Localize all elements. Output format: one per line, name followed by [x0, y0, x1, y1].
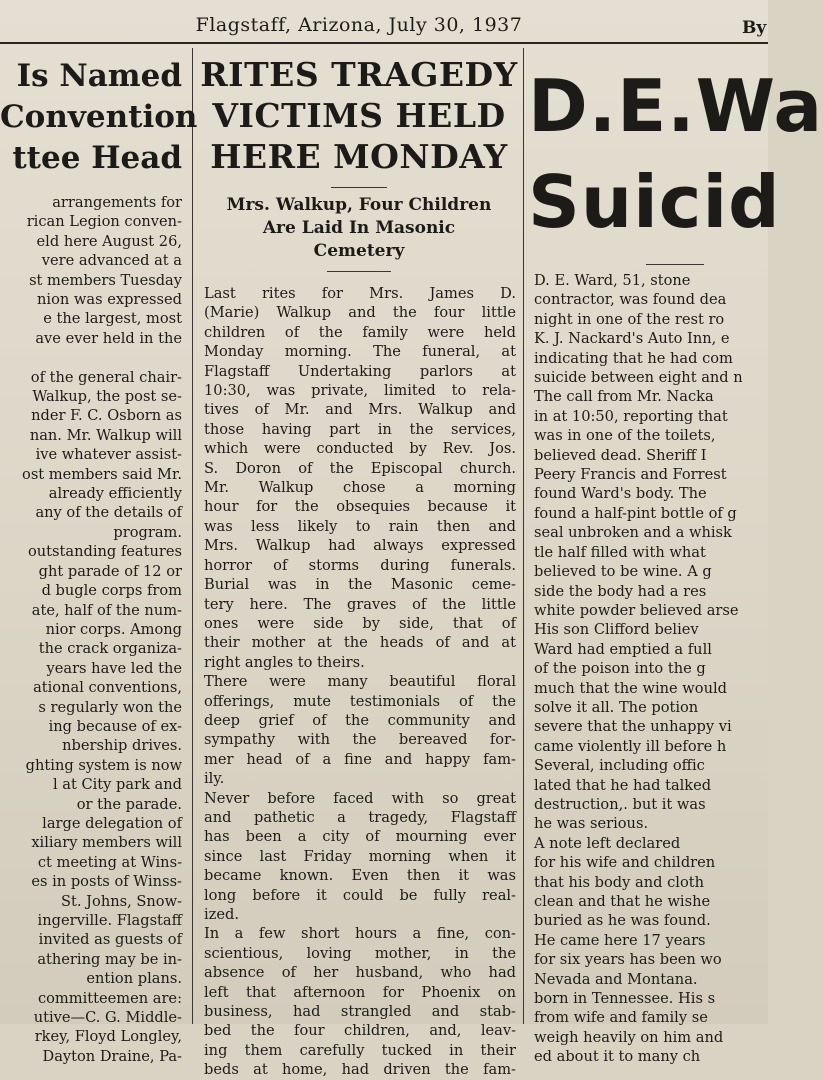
- text-line: ave ever held in the: [35, 329, 182, 347]
- text-line: s regularly won the: [38, 698, 182, 716]
- deck-line: Are Laid In Masonic: [262, 218, 456, 238]
- text-line: tives of Mr. and Mrs. Walkup and: [204, 401, 516, 419]
- text-line: rkey, Floyd Longley,: [34, 1028, 182, 1046]
- text-line: 10:30, was private, limited to rela-: [204, 382, 516, 400]
- text-line: committeemen are:: [37, 989, 182, 1007]
- text-line: left that afternoon for Phoenix on: [204, 983, 516, 1001]
- text-line: outstanding features: [28, 543, 182, 561]
- text-line: any of the details of: [35, 504, 182, 522]
- headline-divider: [646, 264, 704, 265]
- text-line: night in one of the rest ro: [534, 310, 725, 328]
- text-line: side the body had a res: [534, 582, 707, 600]
- dateline: Flagstaff, Arizona, July 30, 1937: [195, 14, 523, 36]
- text-line: children of the family were held: [204, 323, 516, 341]
- text-line: ing because of ex-: [48, 717, 182, 735]
- headline-divider: [331, 187, 387, 188]
- headline-line: Suicid: [528, 160, 781, 244]
- center-article-body: [198, 284, 520, 1080]
- paragraph-gap: [0, 348, 182, 367]
- text-line: from wife and family se: [534, 1009, 708, 1027]
- text-line: contractor, was found dea: [534, 291, 727, 309]
- right-article: [528, 48, 823, 1066]
- deck-line: Cemetery: [313, 241, 405, 261]
- text-line: nbership drives.: [62, 737, 182, 755]
- headline-line: Is Named: [16, 58, 182, 94]
- text-line: Several, including offic: [534, 757, 705, 775]
- headline-line: HERE MONDAY: [210, 137, 508, 176]
- column-rule: [192, 48, 193, 1024]
- text-line: Never before faced with so great: [204, 789, 516, 807]
- masthead: [0, 0, 768, 44]
- text-line: has been a city of mourning ever: [204, 828, 516, 846]
- text-line: ing them carefully tucked in their: [204, 1041, 516, 1059]
- text-line: In a few short hours a fine, con-: [204, 925, 516, 943]
- text-line: believed dead. Sheriff I: [534, 446, 707, 464]
- text-line: was in one of the toilets,: [534, 427, 716, 445]
- text-line: Monday morning. The funeral, at: [204, 343, 516, 361]
- text-line: long before it could be fully real-: [204, 886, 516, 904]
- text-line: nion was expressed: [37, 291, 182, 309]
- text-line: seal unbroken and a whisk: [534, 524, 732, 542]
- left-article-body: [0, 193, 188, 1066]
- text-line: of the general chair-: [30, 368, 182, 386]
- text-line: nder F. C. Osborn as: [31, 407, 182, 425]
- text-line: Dayton Draine, Pa-: [42, 1047, 182, 1065]
- text-line: ate, half of the num-: [31, 601, 182, 619]
- column-rule: [523, 48, 524, 1024]
- text-line: rican Legion conven-: [26, 213, 182, 231]
- text-line: for his wife and children: [534, 854, 716, 872]
- center-article: [198, 48, 520, 1079]
- text-line: ones were side by side, that of: [204, 614, 516, 632]
- text-line: beds at home, had driven the fam-: [204, 1061, 516, 1079]
- text-line: absence of her husband, who had: [204, 964, 516, 982]
- text-line: bed the four children, and, leav-: [204, 1022, 516, 1040]
- text-line: already efficiently: [48, 485, 182, 503]
- text-line: sympathy with the bereaved for-: [204, 731, 516, 749]
- text-line: much that the wine would: [534, 679, 727, 697]
- center-headline: [198, 54, 520, 177]
- text-line: e the largest, most: [43, 310, 182, 328]
- text-line: K. J. Nackard's Auto Inn, e: [534, 330, 730, 348]
- text-line: ed about it to many ch: [534, 1048, 701, 1066]
- text-line: Ward had emptied a full: [534, 640, 712, 658]
- text-line: large delegation of: [42, 814, 182, 832]
- text-line: Mrs. Walkup had always expressed: [204, 537, 516, 555]
- right-article-body: [528, 271, 768, 1067]
- center-deck: [198, 194, 520, 263]
- text-line: Peery Francis and Forrest: [534, 466, 727, 484]
- text-line: weigh heavily on him and: [534, 1028, 724, 1046]
- text-line: arrangements for: [52, 194, 182, 211]
- deck-line: Mrs. Walkup, Four Children: [226, 195, 492, 215]
- text-line: Nevada and Montana.: [534, 970, 698, 988]
- text-line: eld here August 26,: [36, 232, 182, 250]
- headline-line: D.E.Wa: [528, 64, 823, 148]
- text-line: and pathetic a tragedy, Flagstaff: [204, 808, 516, 826]
- text-line: es in posts of Winss-: [31, 873, 182, 891]
- text-line: ghting system is now: [25, 756, 182, 774]
- text-line: tle half filled with what: [534, 543, 706, 561]
- text-line: believed to be wine. A g: [534, 563, 712, 581]
- text-line: Last rites for Mrs. James D.: [204, 285, 516, 302]
- text-line: ive whatever assist-: [35, 446, 182, 464]
- text-line: ention plans.: [86, 970, 182, 988]
- text-line: D. E. Ward, 51, stone: [534, 272, 691, 289]
- text-line: horror of storms during funerals.: [204, 556, 516, 574]
- text-line: in at 10:50, reporting that: [534, 407, 728, 425]
- text-line: was less likely to rain then and: [204, 517, 516, 535]
- text-line: became known. Even then it was: [204, 867, 516, 885]
- text-line: born in Tennessee. His s: [534, 990, 716, 1008]
- text-line: right angles to theirs.: [204, 653, 365, 671]
- text-line: of the poison into the g: [534, 660, 706, 678]
- text-line: ct meeting at Wins-: [37, 853, 182, 871]
- text-line: ght parade of 12 or: [38, 562, 182, 580]
- text-line: Flagstaff Undertaking parlors at: [204, 362, 516, 380]
- text-line: white powder believed arse: [534, 601, 739, 619]
- text-line: tery here. The graves of the little: [204, 595, 516, 613]
- text-line: vere advanced at a: [41, 252, 182, 270]
- text-line: utive—C. G. Middle-: [33, 1009, 182, 1027]
- text-line: solve it all. The potion: [534, 698, 699, 716]
- text-line: offerings, mute testimonials of the: [204, 692, 516, 710]
- headline-line: Convention: [0, 99, 198, 135]
- text-line: ational conventions,: [33, 679, 182, 697]
- deck-divider: [327, 271, 391, 272]
- text-line: deep grief of the community and: [204, 711, 516, 729]
- text-line: lated that he had talked: [534, 776, 712, 794]
- text-line: those having part in the services,: [204, 420, 516, 438]
- text-line: S. Doron of the Episcopal church.: [204, 459, 516, 477]
- text-line: for six years has been wo: [534, 951, 722, 969]
- text-line: xiliary members will: [31, 834, 182, 852]
- text-line: ost members said Mr.: [22, 465, 182, 483]
- text-line: indicating that he had com: [534, 349, 733, 367]
- text-line: destruction,. but it was: [534, 795, 706, 813]
- text-line: He came here 17 years: [534, 931, 706, 949]
- text-line: buried as he was found.: [534, 912, 711, 930]
- text-line: the crack organiza-: [38, 640, 182, 658]
- text-line: since last Friday morning when it: [204, 847, 516, 865]
- text-line: that his body and cloth: [534, 873, 704, 891]
- text-line: mer head of a fine and happy fam-: [204, 750, 516, 768]
- text-line: business, had strangled and stab-: [204, 1003, 516, 1021]
- text-line: their mother at the heads of and at: [204, 634, 516, 652]
- text-line: athering may be in-: [37, 950, 182, 968]
- text-line: l at City park and: [52, 776, 182, 794]
- text-line: years have led the: [46, 659, 182, 677]
- text-line: severe that the unhappy vi: [534, 718, 732, 736]
- text-line: Mr. Walkup chose a morning: [204, 479, 516, 497]
- text-line: The call from Mr. Nacka: [534, 388, 714, 406]
- masthead-fragment: By: [742, 18, 767, 38]
- headline-line: VICTIMS HELD: [212, 96, 506, 135]
- left-article: [0, 48, 198, 1065]
- text-line: Burial was in the Masonic ceme-: [204, 576, 516, 594]
- text-line: clean and that he wishe: [534, 893, 711, 910]
- left-headline: [0, 56, 198, 179]
- text-line: he was serious.: [534, 815, 649, 833]
- headline-line: ttee Head: [12, 140, 182, 176]
- text-line: ingerville. Flagstaff: [37, 912, 182, 930]
- text-line: A note left declared: [534, 834, 681, 852]
- text-line: scientious, loving mother, in the: [204, 944, 516, 962]
- text-line: hour for the obsequies because it: [204, 498, 516, 516]
- text-line: or the parade.: [76, 795, 182, 813]
- right-headline: [528, 58, 823, 250]
- text-line: came violently ill before h: [534, 737, 727, 755]
- text-line: found Ward's body. The: [534, 485, 707, 503]
- text-line: There were many beautiful floral: [204, 673, 516, 691]
- text-line: His son Clifford believ: [534, 621, 699, 639]
- text-line: nior corps. Among: [45, 620, 182, 638]
- headline-line: RITES TRAGEDY: [200, 55, 518, 94]
- text-line: program.: [113, 523, 182, 541]
- text-line: found a half-pint bottle of g: [534, 504, 737, 522]
- text-line: (Marie) Walkup and the four little: [204, 304, 516, 322]
- text-line: st members Tuesday: [29, 271, 182, 289]
- text-line: nan. Mr. Walkup will: [29, 426, 182, 444]
- text-line: ized.: [204, 906, 239, 923]
- text-line: which were conducted by Rev. Jos.: [204, 440, 516, 458]
- text-line: d bugle corps from: [41, 582, 182, 600]
- text-line: St. Johns, Snow-: [61, 892, 182, 910]
- text-line: suicide between eight and n: [534, 369, 743, 387]
- text-line: ily.: [204, 770, 225, 788]
- text-line: invited as guests of: [38, 931, 182, 949]
- text-line: Walkup, the post se-: [32, 388, 182, 406]
